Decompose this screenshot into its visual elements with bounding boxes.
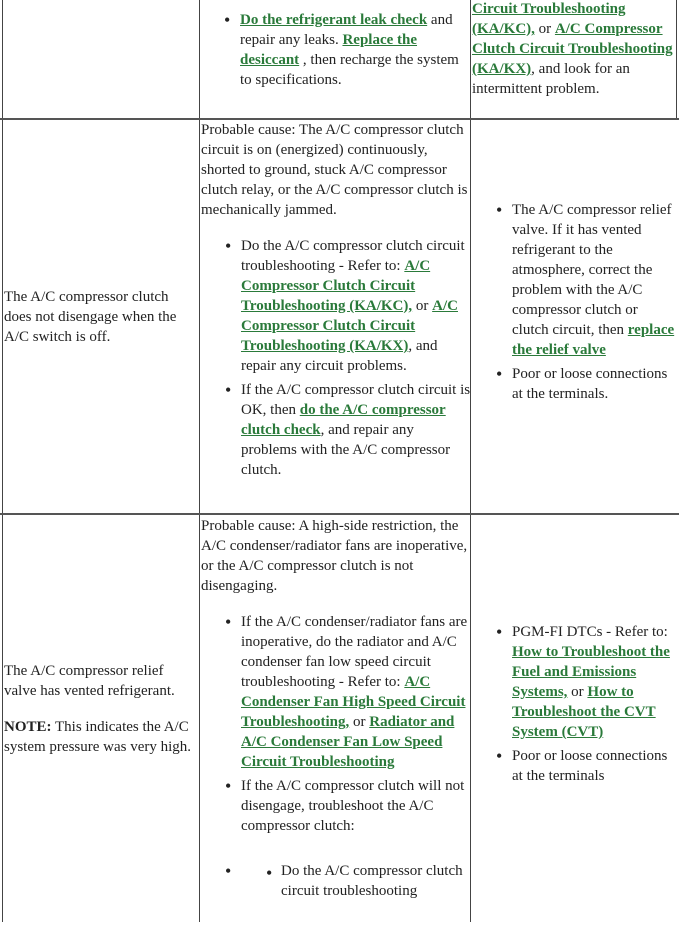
list-item: • If the A/C compressor clutch will not disengage, troubleshoot the A/C compressor clutch: bbox=[201, 776, 471, 836]
compressor-clutch-check-link[interactable]: do the A/C compressor clutch check bbox=[241, 402, 446, 438]
row1-symptom-cell bbox=[4, 287, 198, 347]
replace-desiccant-link[interactable]: Replace the desiccant bbox=[240, 32, 418, 68]
troubleshoot-fuel-emissions-link[interactable]: How to Troubleshoot the Fuel and Emissions Systems, bbox=[512, 644, 670, 700]
row0-col3-text: Circuit Troubleshooting (KA/KC), or A/C Compressor Clutch Circuit Troubleshooting (KA/KX), and look for an intermittent problem. bbox=[472, 1, 673, 97]
row1-col3-cell bbox=[472, 200, 677, 404]
condenser-fan-low-speed-link[interactable]: Radiator and A/C Condenser Fan Low Speed Circuit Troubleshooting bbox=[241, 714, 455, 770]
row1-action-list bbox=[201, 236, 471, 480]
table-border-left bbox=[2, 0, 3, 922]
list-item: • If the A/C compressor clutch circuit is OK, then do the A/C compressor clutch check, and repair any problems with the A/C compressor clutch. bbox=[201, 380, 471, 480]
list-item: • Do the refrigerant leak check and repair any leaks. Replace the desiccant , then recharge the system to specifications. bbox=[200, 10, 470, 90]
nested-list-item: • Do the A/C compressor clutch circuit troubleshooting bbox=[281, 863, 463, 899]
row0-action-list bbox=[200, 10, 470, 90]
row0-col3-cell bbox=[472, 0, 676, 99]
row1-cause-list bbox=[472, 200, 677, 404]
list-item: • Poor or loose connections at the terminals. bbox=[472, 364, 677, 404]
list-item: • If the A/C condenser/radiator fans are inoperative, do the radiator and A/C condenser fan low speed circuit troubleshooting - Refer to: A/C Condenser Fan High Speed Circuit Troubleshooting, or Radiator and A/C Condenser Fan Low Speed Circuit Troubleshooting bbox=[201, 612, 471, 772]
table-border-right bbox=[676, 0, 677, 118]
symptom-text: The A/C compressor relief valve has vented refrigerant. bbox=[4, 663, 175, 699]
condenser-fan-high-speed-link[interactable]: A/C Condenser Fan High Speed Circuit Troubleshooting, bbox=[241, 674, 466, 730]
clutch-circuit-troubleshooting-ka-kx-link[interactable]: A/C Compressor Clutch Circuit Troubleshooting (KA/KX) bbox=[472, 21, 673, 77]
note-label: NOTE: bbox=[4, 719, 52, 735]
row-divider-2 bbox=[0, 513, 679, 515]
list-item bbox=[201, 861, 471, 901]
table-border-col2 bbox=[199, 0, 200, 922]
replace-relief-valve-link[interactable]: replace the relief valve bbox=[512, 322, 675, 358]
row2-cause-list bbox=[472, 622, 677, 786]
row1-cause-cell bbox=[201, 120, 471, 480]
row2-action-list bbox=[201, 612, 471, 836]
row2-cause-cell bbox=[201, 516, 471, 901]
symptom-text: The A/C compressor clutch does not disengage when the A/C switch is off. bbox=[4, 289, 177, 345]
list-item: • Poor or loose connections at the terminals bbox=[472, 746, 677, 786]
row2-nested-list bbox=[201, 861, 471, 901]
list-item: • Do the A/C compressor clutch circuit troubleshooting - Refer to: A/C Compressor Clutch Circuit Troubleshooting (KA/KC), or A/C Compressor Clutch Circuit Troubleshooting (KA/KX), and repair any circuit problems. bbox=[201, 236, 471, 376]
row2-symptom-cell bbox=[4, 661, 198, 757]
row0-col2-cell bbox=[200, 10, 470, 90]
list-item: • The A/C compressor relief valve. If it has vented refrigerant to the atmosphere, correct the problem with the A/C compressor clutch or clutch circuit, then replace the relief valve bbox=[472, 200, 677, 360]
list-item: • PGM-FI DTCs - Refer to: How to Troubleshoot the Fuel and Emissions Systems, or How to Troubleshoot the CVT System (CVT) bbox=[472, 622, 677, 742]
compressor-clutch-circuit-ka-kc-link[interactable]: A/C Compressor Clutch Circuit Troubleshooting (KA/KC), bbox=[241, 258, 431, 314]
troubleshoot-cvt-link[interactable]: How to Troubleshoot the CVT System (CVT) bbox=[512, 684, 656, 740]
compressor-clutch-circuit-ka-kx-link[interactable]: A/C Compressor Clutch Circuit Troubleshooting (KA/KX) bbox=[241, 298, 458, 354]
row2-col3-cell bbox=[472, 622, 677, 786]
refrigerant-leak-check-link[interactable]: Do the refrigerant leak check bbox=[240, 12, 428, 28]
note-text: NOTE: This indicates the A/C system pressure was very high. bbox=[4, 719, 192, 755]
probable-cause-text: Probable cause: The A/C compressor clutch circuit is on (energized) continuously, shorted to ground, stuck A/C compressor clutch relay, or the A/C compressor clutch is mechanically jammed. bbox=[201, 122, 468, 218]
probable-cause-text: Probable cause: A high-side restriction, the A/C condenser/radiator fans are inoperative, or the A/C compressor clutch is not disengaging. bbox=[201, 518, 468, 594]
clutch-circuit-troubleshooting-ka-kc-link[interactable]: Circuit Troubleshooting (KA/KC), bbox=[472, 1, 626, 37]
